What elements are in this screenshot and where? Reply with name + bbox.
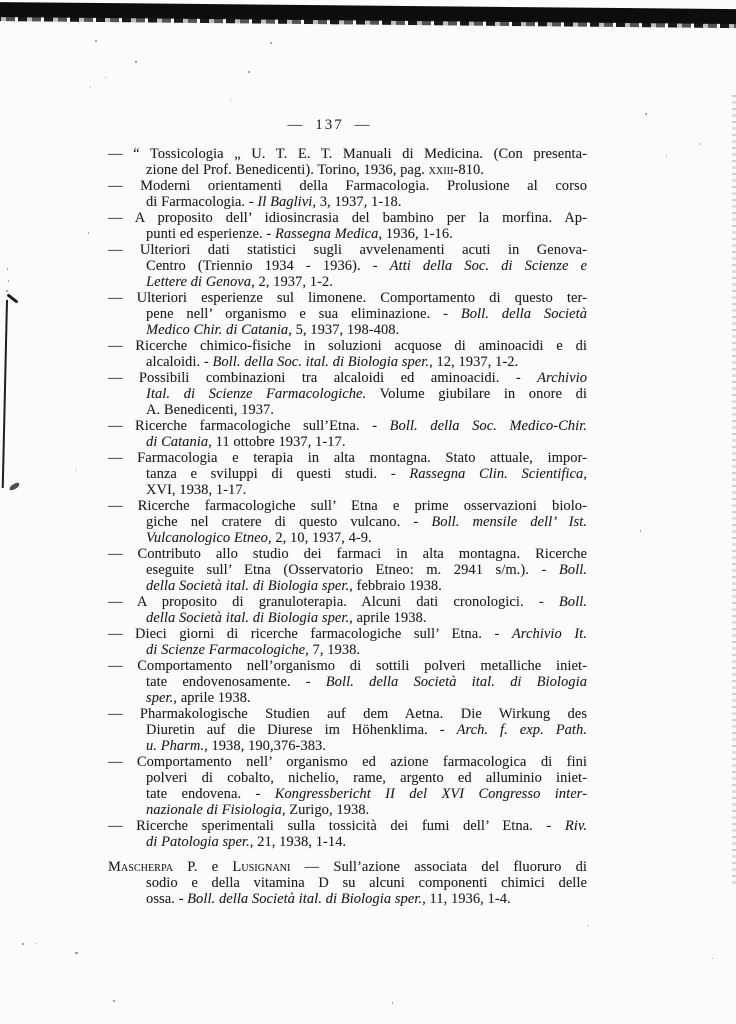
entry-line: Diuretin auf die Diurese im Höhenklima. - Arch. f. exp. Path. xyxy=(146,722,587,738)
entry-line: alcaloidi. - Boll. della Soc. ital. di Biologia sper., 12, 1937, 1-2. xyxy=(146,354,519,370)
entry-line: — Ricerche chimico-fisiche in soluzioni acquose di aminoacidi e di xyxy=(108,338,587,354)
entry-line: XVI, 1938, 1-17. xyxy=(146,482,247,498)
scan-artifact-left-tail xyxy=(9,481,21,491)
scan-speckle xyxy=(76,470,77,471)
bibliography-entry xyxy=(108,626,587,658)
scan-artifact-right-edge xyxy=(732,95,736,885)
scan-speckle xyxy=(588,925,589,926)
entry-line: A. Benedicenti, 1937. xyxy=(146,402,274,418)
entry-line: — Ricerche farmacologiche sull’ Etna e prime osservazioni biolo- xyxy=(108,498,587,514)
entry-line: — A proposito di granuloterapia. Alcuni dati cronologici. - Boll. xyxy=(108,594,587,610)
bibliography-entry xyxy=(108,242,587,290)
entry-line: pene nell’ organismo e sua eliminazione. - Boll. della Società xyxy=(146,306,587,322)
scan-artifact-left-hook xyxy=(6,293,18,303)
entry-line: di Scienze Farmacologiche, 7, 1938. xyxy=(146,642,361,658)
entry-line: di Farmacologia. - Il Baglivi, 3, 1937, 1-18. xyxy=(146,194,402,210)
scan-speckle xyxy=(7,268,8,270)
scan-speckle xyxy=(248,71,250,73)
bibliography-entry xyxy=(108,818,587,850)
scan-artifact-left-line xyxy=(2,300,8,488)
entry-line: tate endovenosamente. - Boll. della Società ital. di Biologia xyxy=(146,674,587,690)
entry-line: Ital. di Scienze Farmacologiche. Volume giubilare in onore di xyxy=(146,386,587,402)
entry-line: sodio e della vitamina D su alcuni componenti chimici delle xyxy=(146,875,587,891)
entry-line: di Catania, 11 ottobre 1937, 1-17. xyxy=(146,434,346,450)
entry-line: — Ricerche sperimentali sulla tossicità dei fumi dell’ Etna. - Riv. xyxy=(108,818,587,834)
entry-line: della Società ital. di Biologia sper., aprile 1938. xyxy=(146,610,427,626)
entry-line: punti ed esperienze. - Rassegna Medica, 1936, 1-16. xyxy=(146,226,453,242)
scan-speckle xyxy=(135,61,137,63)
scan-speckle xyxy=(700,143,701,145)
scan-speckle xyxy=(270,42,272,44)
entry-line: Lettere di Genova, 2, 1937, 1-2. xyxy=(146,274,333,290)
entry-line: Centro (Triennio 1934 - 1936). - Atti della Soc. di Scienze e xyxy=(146,258,587,274)
scan-speckle xyxy=(35,943,36,944)
scan-speckle xyxy=(230,100,231,101)
entry-line: — Ulteriori esperienze sul limonene. Comportamento di questo ter- xyxy=(108,290,587,306)
entry-line: — Contributo allo studio dei farmaci in alta montagna. Ricerche xyxy=(108,546,587,562)
entry-line: — Dieci giorni di ricerche farmacologiche sull’ Etna. - Archivio It. xyxy=(108,626,587,642)
entry-line: di Patologia sper., 21, 1938, 1-14. xyxy=(146,834,347,850)
entry-line: della Società ital. di Biologia sper., febbraio 1938. xyxy=(146,578,442,594)
entry-line: — Possibili combinazioni tra alcaloidi ed aminoacidi. - Archivio xyxy=(108,370,587,386)
entry-line: — Ricerche farmacologiche sull’Etna. - Boll. della Soc. Medico-Chir. xyxy=(108,418,588,434)
scan-speckle xyxy=(105,77,106,78)
entry-line: — Farmacologia e terapia in alta montagna. Stato attuale, impor- xyxy=(108,450,587,466)
entry-line: zione del Prof. Benedicenti). Torino, 1936, pag. xxiii-810. xyxy=(146,162,485,178)
entry-line: — “ Tossicologia „ U. T. E. T. Manuali di Medicina. (Con presenta- xyxy=(108,146,587,162)
entry-line: sper., aprile 1938. xyxy=(146,690,251,706)
scan-speckle xyxy=(666,156,667,157)
entry-line: eseguite sull’ Etna (Osservatorio Etneo: m. 2941 s/m.). - Boll. xyxy=(146,562,587,578)
entry-line: — A proposito dell’ idiosincrasia del bambino per la morfina. Ap- xyxy=(108,210,587,226)
bibliography-entry xyxy=(108,754,587,818)
entry-line: tate endovena. - Kongressbericht II del XVI Congresso inter- xyxy=(146,786,587,802)
bibliography-list xyxy=(108,146,587,907)
entry-line: Vulcanologico Etneo, 2, 10, 1937, 4-9. xyxy=(146,530,372,546)
page-number: — 137 — xyxy=(287,117,372,133)
entry-line: nazionale di Fisiologia, Zurigo, 1938. xyxy=(146,802,370,818)
entry-line: — Ulteriori dati statistici sugli avvelenamenti acuti in Genova- xyxy=(108,242,587,258)
entry-line: — Comportamento nell’organismo di sottili polveri metalliche iniet- xyxy=(108,658,587,674)
bibliography-entry xyxy=(108,290,587,338)
scan-speckle xyxy=(88,232,89,234)
entry-line: u. Pharm., 1938, 190,376-383. xyxy=(146,738,326,754)
scan-speckle xyxy=(645,113,647,115)
bibliography-entry xyxy=(108,338,587,370)
entry-line: polveri di cobalto, nichelio, rame, argento ed alluminio iniet- xyxy=(146,770,587,786)
bibliography-entry xyxy=(108,178,587,210)
scan-speckle xyxy=(95,40,97,42)
bibliography-entry xyxy=(108,450,587,498)
bibliography-entry xyxy=(108,210,587,242)
entry-line: tanza e sviluppi di questi studi. - Rassegna Clin. Scientifica, xyxy=(146,466,587,482)
scan-speckle xyxy=(75,952,78,954)
bibliography-entry xyxy=(108,658,587,706)
entry-line: — Pharmakologische Studien auf dem Aetna. Die Wirkung des xyxy=(108,706,587,722)
bibliography-entry xyxy=(108,706,587,754)
bibliography-entry xyxy=(108,370,587,418)
scan-speckle xyxy=(712,958,713,959)
scan-speckle xyxy=(6,290,8,292)
scan-speckle xyxy=(113,1000,115,1002)
entry-line: — Comportamento nell’ organismo ed azione farmacologica di fini xyxy=(108,754,587,770)
entry-line: giche nel cratere di questo vulcano. - Boll. mensile dell’ Ist. xyxy=(146,514,588,530)
entry-line: — Moderni orientamenti della Farmacologia. Prolusione al corso xyxy=(108,178,587,194)
scan-speckle xyxy=(90,87,91,88)
entry-line: Medico Chir. di Catania, 5, 1937, 198-408. xyxy=(146,322,400,338)
bibliography-entry xyxy=(108,498,587,546)
bibliography-entry xyxy=(108,546,587,594)
bibliography-entry xyxy=(108,594,587,626)
entry-line: ossa. - Boll. della Società ital. di Biologia sper., 11, 1936, 1-4. xyxy=(146,891,511,907)
scan-speckle xyxy=(392,1002,393,1004)
scan-speckle xyxy=(8,280,9,282)
bibliography-entry xyxy=(108,146,587,178)
entry-line: Mascherpa P. e Lusignani — Sull’azione associata del fluoruro di xyxy=(108,859,587,875)
scan-speckle xyxy=(640,530,641,532)
bibliography-entry xyxy=(108,418,587,450)
bibliography-entry xyxy=(108,859,587,907)
scan-speckle xyxy=(22,943,24,945)
